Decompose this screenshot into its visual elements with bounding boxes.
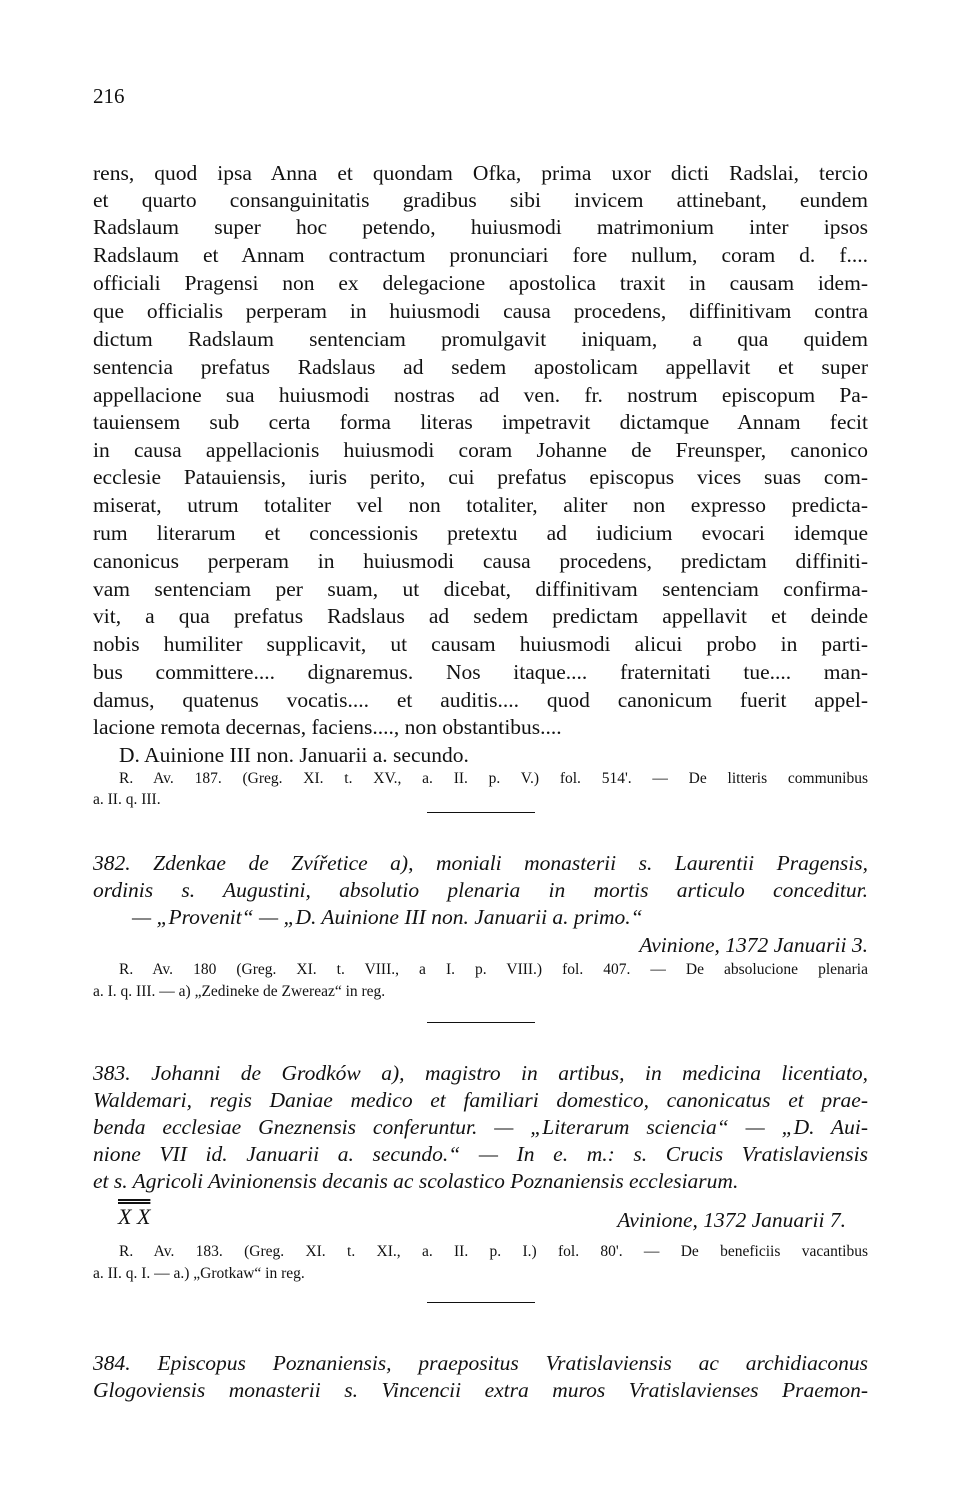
text-line: sentencia prefatus Radslaus ad sedem apostolicam appellavit et super	[93, 355, 868, 379]
text-line: et quarto consanguinitatis gradibus sibi invicem attinebant, eundem	[93, 188, 868, 212]
text-line: dictum Radslaum sentenciam promulgavit iniquam, a qua quidem	[93, 327, 868, 351]
entry-title-line: 384. Episcopus Poznaniensis, praepositus Vratislaviensis ac archidiaconus	[93, 1351, 868, 1375]
note-line: a. I. q. III. — a) „Zedineke de Zwereaz“ in reg.	[93, 983, 386, 1000]
text-line: appellacione sua huiusmodi nostras ad ven. fr. nostrum episcopum Pa-	[93, 383, 868, 407]
place-date: Avinione, 1372 Januarii 7.	[617, 1208, 846, 1232]
text-line: nobis humiliter supplicavit, ut causam huiusmodi alicui probo in parti-	[93, 632, 868, 656]
entry-title-line: Waldemari, regis Daniae medico et familiari domestico, canonicatus et prae-	[93, 1088, 868, 1112]
text-line: Radslaum et Annam contractum pronunciari fore nullum, coram d. f....	[93, 243, 868, 267]
text-line: rum literarum et concessionis pretextu ad iudicium evocari idemque	[93, 521, 868, 545]
note-line: R. Av. 183. (Greg. XI. t. XI., a. II. p. I.) fol. 80'. — De beneficiis vacantibus	[119, 1243, 868, 1260]
page-number: 216	[93, 84, 125, 108]
entry-title-line: — „Provenit“ — „D. Auinione III non. Januarii a. primo.“	[132, 905, 643, 929]
entry-title-line: nione VII id. Januarii a. secundo.“ — In e. m.: s. Crucis Vratislaviensis	[93, 1142, 868, 1166]
text-line: lacione remota decernas, faciens...., non obstantibus....	[93, 715, 562, 739]
text-line: tauiensem sub certa forma literas impetravit dictamque Annam fecit	[93, 410, 868, 434]
divider	[427, 1302, 535, 1303]
text-line: in causa appellacionis huiusmodi coram Johanne de Freunsper, canonico	[93, 438, 868, 462]
entry-title-line: 383. Johanni de Grodków a), magistro in artibus, in medicina licentiato,	[93, 1061, 868, 1085]
entry-title-line: 382. Zdenkae de Zvířetice a), moniali monasterii s. Laurentii Pragensis,	[93, 851, 868, 875]
entry-title-line: et s. Agricoli Avinionensis decanis ac scolastico Poznaniensis ecclesiarum.	[93, 1169, 739, 1193]
divider	[427, 812, 535, 813]
text-line: ecclesie Patauiensis, iuris perito, cui prefatus episcopus vices suas com-	[93, 465, 868, 489]
note-line: R. Av. 180 (Greg. XI. t. VIII., a I. p. VIII.) fol. 407. — De absolucione plenaria	[119, 961, 868, 978]
text-line: miserat, utrum totaliter vel non totaliter, aliter non expresso predicta-	[93, 493, 868, 517]
entry-title-line: Glogoviensis monasterii s. Vincencii extra muros Vratislavienses Praemon-	[93, 1378, 868, 1402]
text-line: canonicus perperam in huiusmodi causa procedens, predictam diffiniti-	[93, 549, 868, 573]
text-line: que officialis perperam in huiusmodi causa procedens, diffinitivam contra	[93, 299, 868, 323]
text-line: damus, quatenus vocatis.... et auditis.... quod canonicum fuerit appel-	[93, 688, 868, 712]
place-date: Avinione, 1372 Januarii 3.	[639, 933, 868, 957]
text-line: rens, quod ipsa Anna et quondam Ofka, prima uxor dicti Radslai, tercio	[93, 161, 868, 185]
note-line: R. Av. 187. (Greg. XI. t. XV., a. II. p. V.) fol. 514'. — De litteris communibus	[119, 770, 868, 787]
divider	[427, 1022, 535, 1023]
text-line: officiali Pragensi non ex delegacione apostolica traxit in causam idem-	[93, 271, 868, 295]
text-line: vam sentenciam per suam, ut dicebat, diffinitivam sentenciam confirma-	[93, 577, 868, 601]
text-line: bus committere.... dignaremus. Nos itaque.... fraternitati tue.... man-	[93, 660, 868, 684]
entry-title-line: benda ecclesiae Gneznensis conferuntur. — „Literarum sciencia“ — „D. Aui-	[93, 1115, 868, 1139]
date-line: D. Auinione III non. Januarii a. secundo.	[119, 743, 469, 767]
text-line: vit, a qua prefatus Radslaus ad sedem predictam appellavit et deinde	[93, 604, 868, 628]
note-line: a. II. q. III.	[93, 791, 161, 808]
tax-mark: X X	[118, 1204, 151, 1229]
note-line: a. II. q. I. — a.) „Grotkaw“ in reg.	[93, 1265, 305, 1282]
text-line: Radslaum super hoc petendo, huiusmodi matrimonium inter ipsos	[93, 215, 868, 239]
entry-title-line: ordinis s. Augustini, absolutio plenaria in mortis articulo conceditur.	[93, 878, 868, 902]
